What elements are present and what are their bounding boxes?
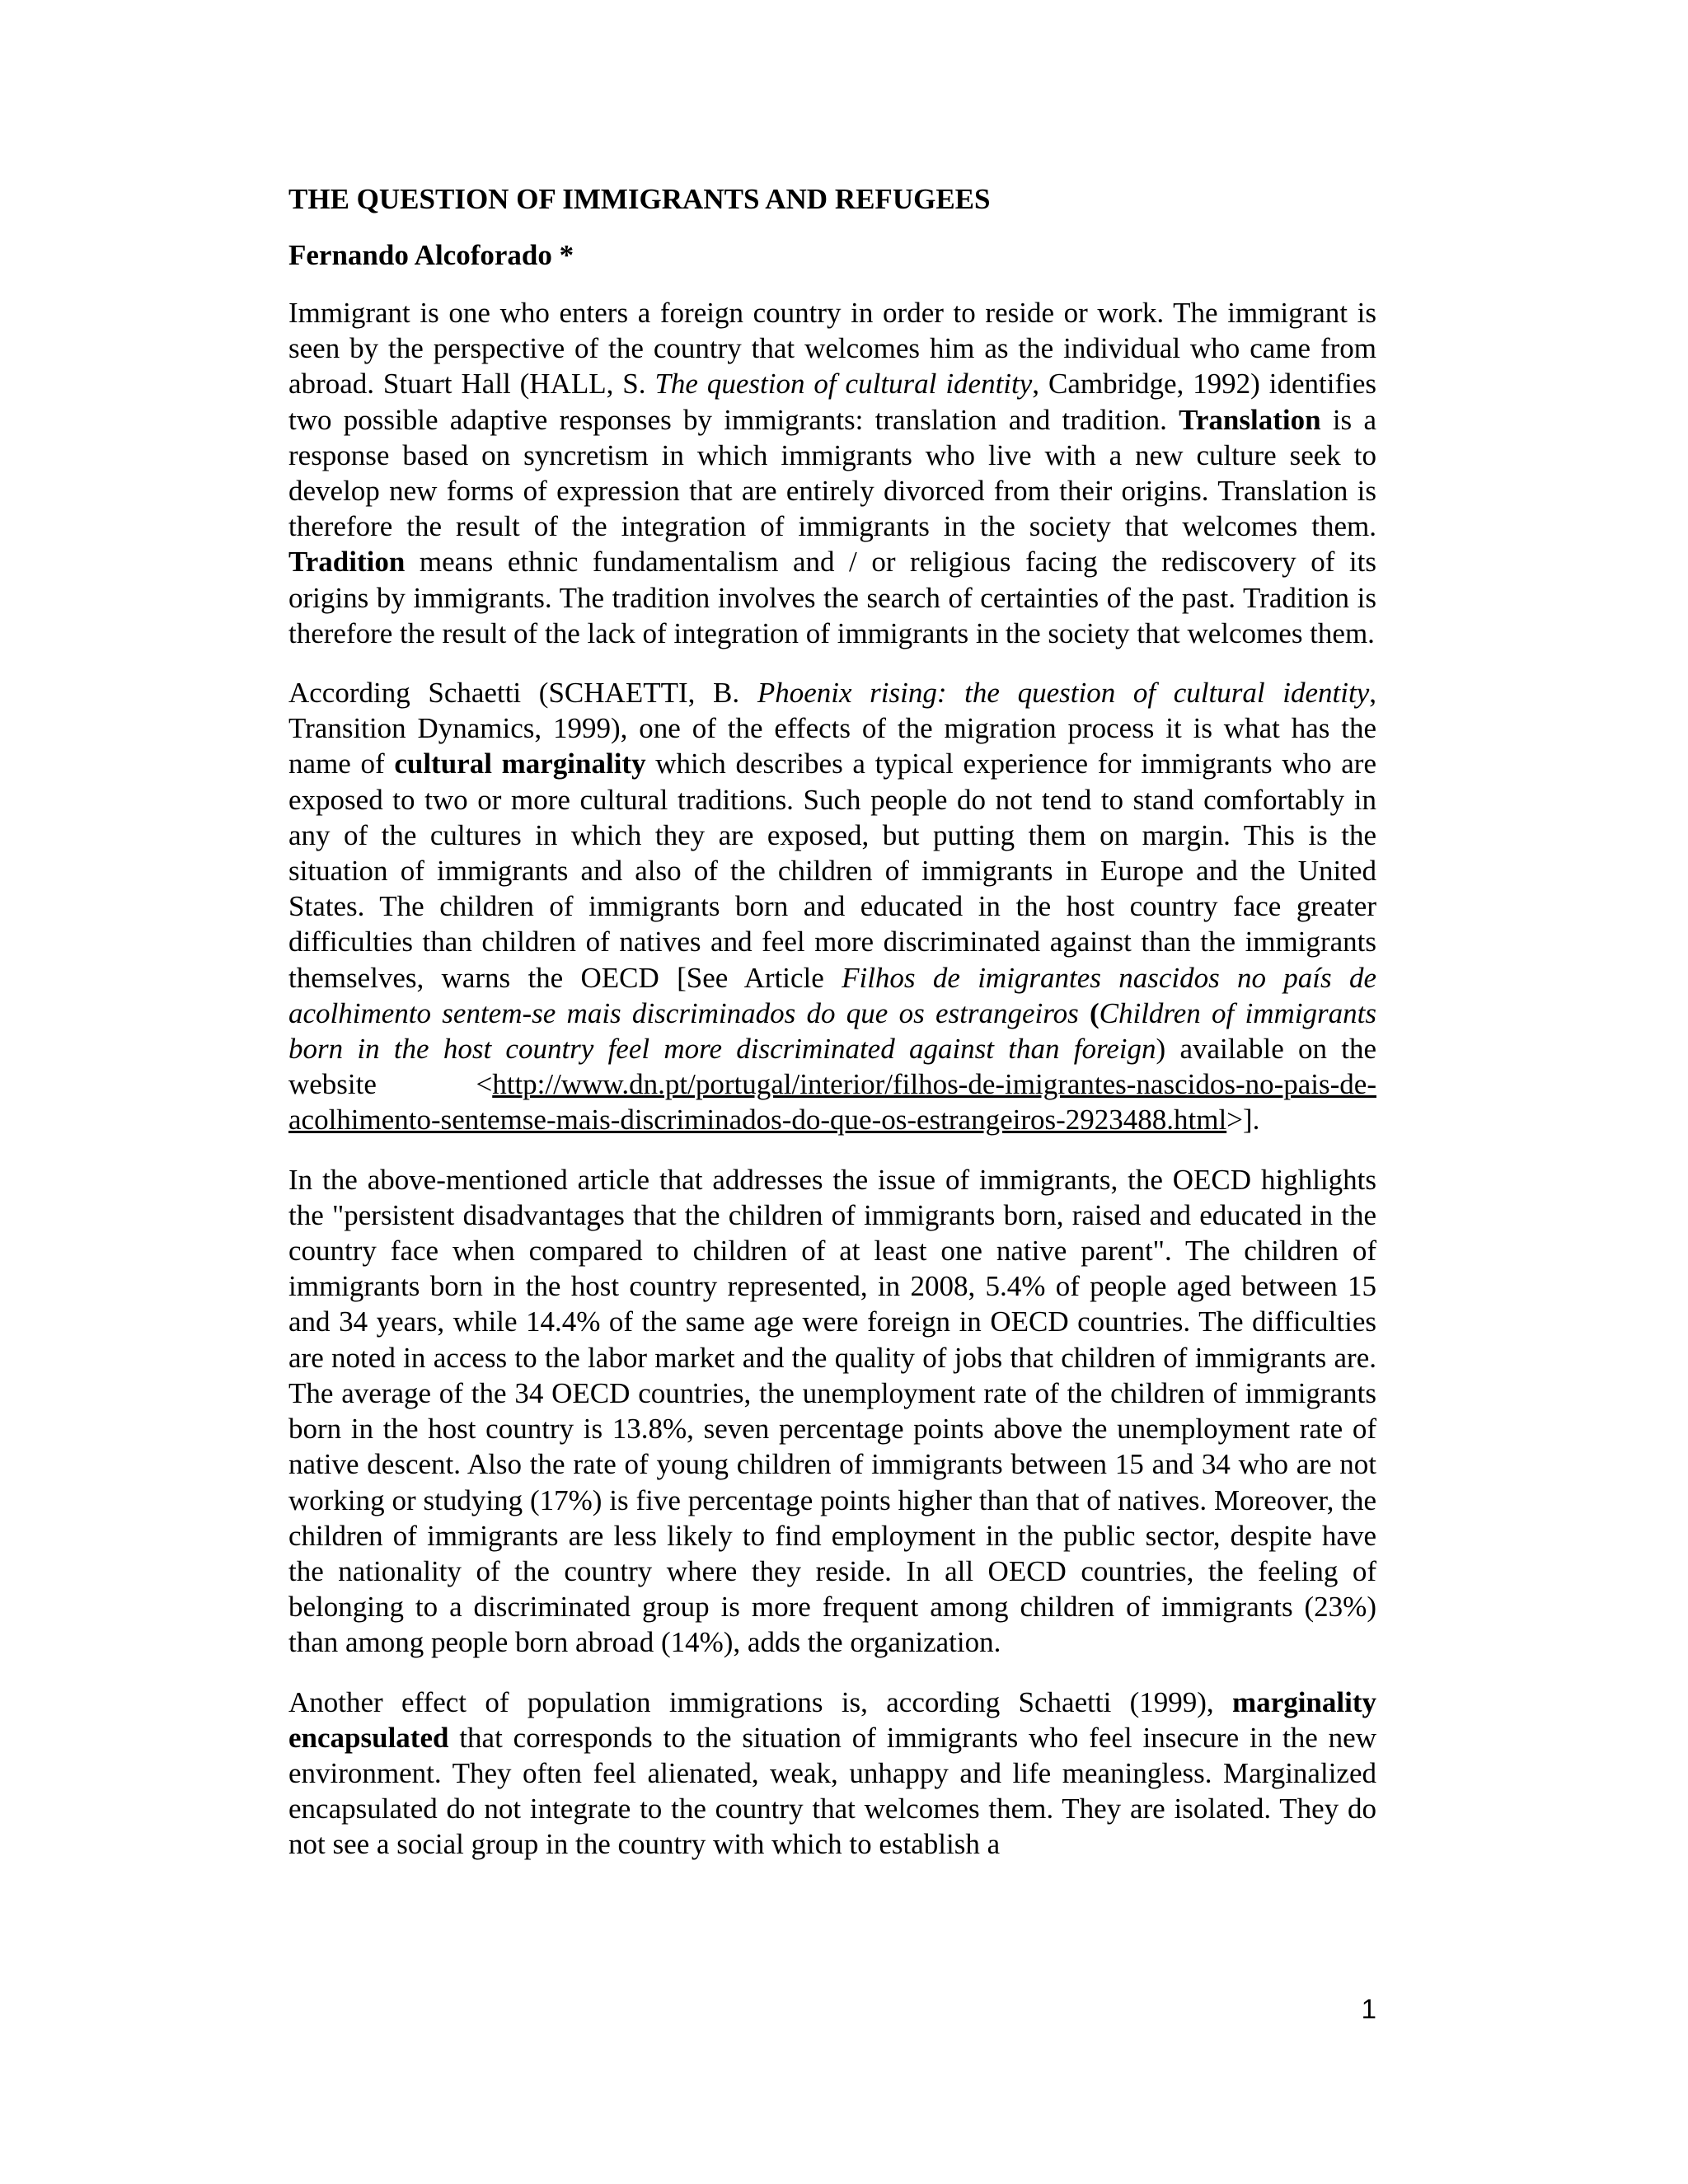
paragraph-1: [288, 295, 1376, 651]
paragraph-2-text-1: According Schaetti (SCHAETTI, B.: [288, 677, 757, 710]
paragraph-3: In the above-mentioned article that addresses the issue of immigrants, the OECD highlights the "persistent disadvantages that the children of immigrants born, raised and educated in the country face when compared to children of at least one native parent". The children of immigrants born in the host country represented, in 2008, 5.4% of people aged between 15 and 34 years, while 14.4% of the same age were foreign in OECD countries. The difficulties are noted in access to the labor market and the quality of jobs that children of immigrants are. The average of the 34 OECD countries, the unemployment rate of the children of immigrants born in the host country is 13.8%, seven percentage points above the unemployment rate of native descent. Also the rate of young children of immigrants between 15 and 34 who are not working or studying (17%) is five percentage points higher than that of natives. Moreover, the children of immigrants are less likely to find employment in the public sector, despite have the nationality of the country where they reside. In all OECD countries, the feeling of belonging to a discriminated group is more frequent among children of immigrants (23%) than among people born abroad (14%), adds the organization.: [288, 1163, 1376, 1659]
article-title-english: Children of immigrants born in the host country feel more discriminated against than foreign: [288, 996, 1376, 1066]
paragraph-2-text-5: >].: [1226, 1104, 1260, 1137]
page-number: 1: [1361, 1994, 1376, 2024]
term-tradition: Tradition: [288, 546, 406, 579]
paragraph-1-text-1: Immigrant is one who enters a foreign country in order to reside or work. The immigrant is seen by the perspective of the country that welcomes him as the individual who came from abroad. Stuart Hall (HALL, S.: [288, 297, 1376, 401]
paragraph-2-text-2: , Transition Dynamics, 1999), one of the effects of the migration process it is what has the name of: [288, 677, 1376, 780]
paragraph-4-text-1: Another effect of population immigrations is, according Schaetti (1999),: [288, 1685, 1233, 1718]
term-marginality-encapsulated: marginality encapsulated: [288, 1685, 1376, 1754]
term-translation: Translation: [1179, 403, 1321, 436]
paragraph-2-text-3: which describes a typical experience for immigrants who are exposed to two or more cultural traditions. Such people do not tend to stand comfortably in any of the cultures in which they are exposed, but putting them on margin. This is the situation of immigrants and also of the children of immigrants in Europe and the United States. The children of immigrants born and educated in the host country face greater difficulties than children of natives and feel more discriminated against than the immigrants themselves, warns the OECD [See Article: [288, 748, 1376, 994]
paragraph-2-text-4: ) available on the website <: [288, 1033, 1377, 1101]
article-title-portuguese: Filhos de imigrantes nascidos no país de acolhimento sentem-se mais discriminados do que os estrangeiros: [288, 961, 1376, 1029]
paragraph-1-text-2: , Cambridge, 1992) identifies two possible adaptive responses by immigrants: translation and tradition.: [288, 368, 1377, 436]
paragraph-2-paren-open: (: [1078, 996, 1100, 1029]
paragraph-1-text-3: is a response based on syncretism in which immigrants who live with a new culture seek to develop new forms of expression that are entirely divorced from their origins. Translation is therefore the result of the integration of immigrants in the society that welcomes them.: [288, 403, 1376, 543]
paragraph-1-text-4: means ethnic fundamentalism and / or religious facing the rediscovery of its origins by immigrants. The tradition involves the search of certainties of the past. Tradition is therefore the result of the lack of integration of immigrants in the society that welcomes them.: [288, 546, 1376, 649]
cited-work-title: The question of cultural identity: [654, 368, 1033, 401]
term-cultural-marginality: cultural marginality: [394, 748, 646, 780]
document-author: Fernando Alcoforado *: [288, 239, 574, 271]
document-title: THE QUESTION OF IMMIGRANTS AND REFUGEES: [288, 183, 991, 215]
paragraph-4-text-2: that corresponds to the situation of immigrants who feel insecure in the new environment. They often feel alienated, weak, unhappy and life meaningless. Marginalized encapsulated do not integrate to the country that welcomes them. They are isolated. They do not see a social group in the country with which to establish a: [288, 1721, 1376, 1861]
cited-work-title: Phoenix rising: the question of cultural identity: [757, 677, 1370, 710]
article-link[interactable]: http://www.dn.pt/portugal/interior/filhos-de-imigrantes-nascidos-no-pais-de-acolhimento-sentemse-mais-discriminados-do-que-os-estrangeiros-2923488.html: [288, 1068, 1376, 1137]
paragraph-2: [288, 675, 1376, 1138]
document-page: [288, 180, 1376, 1886]
paragraph-4: [288, 1685, 1376, 1863]
